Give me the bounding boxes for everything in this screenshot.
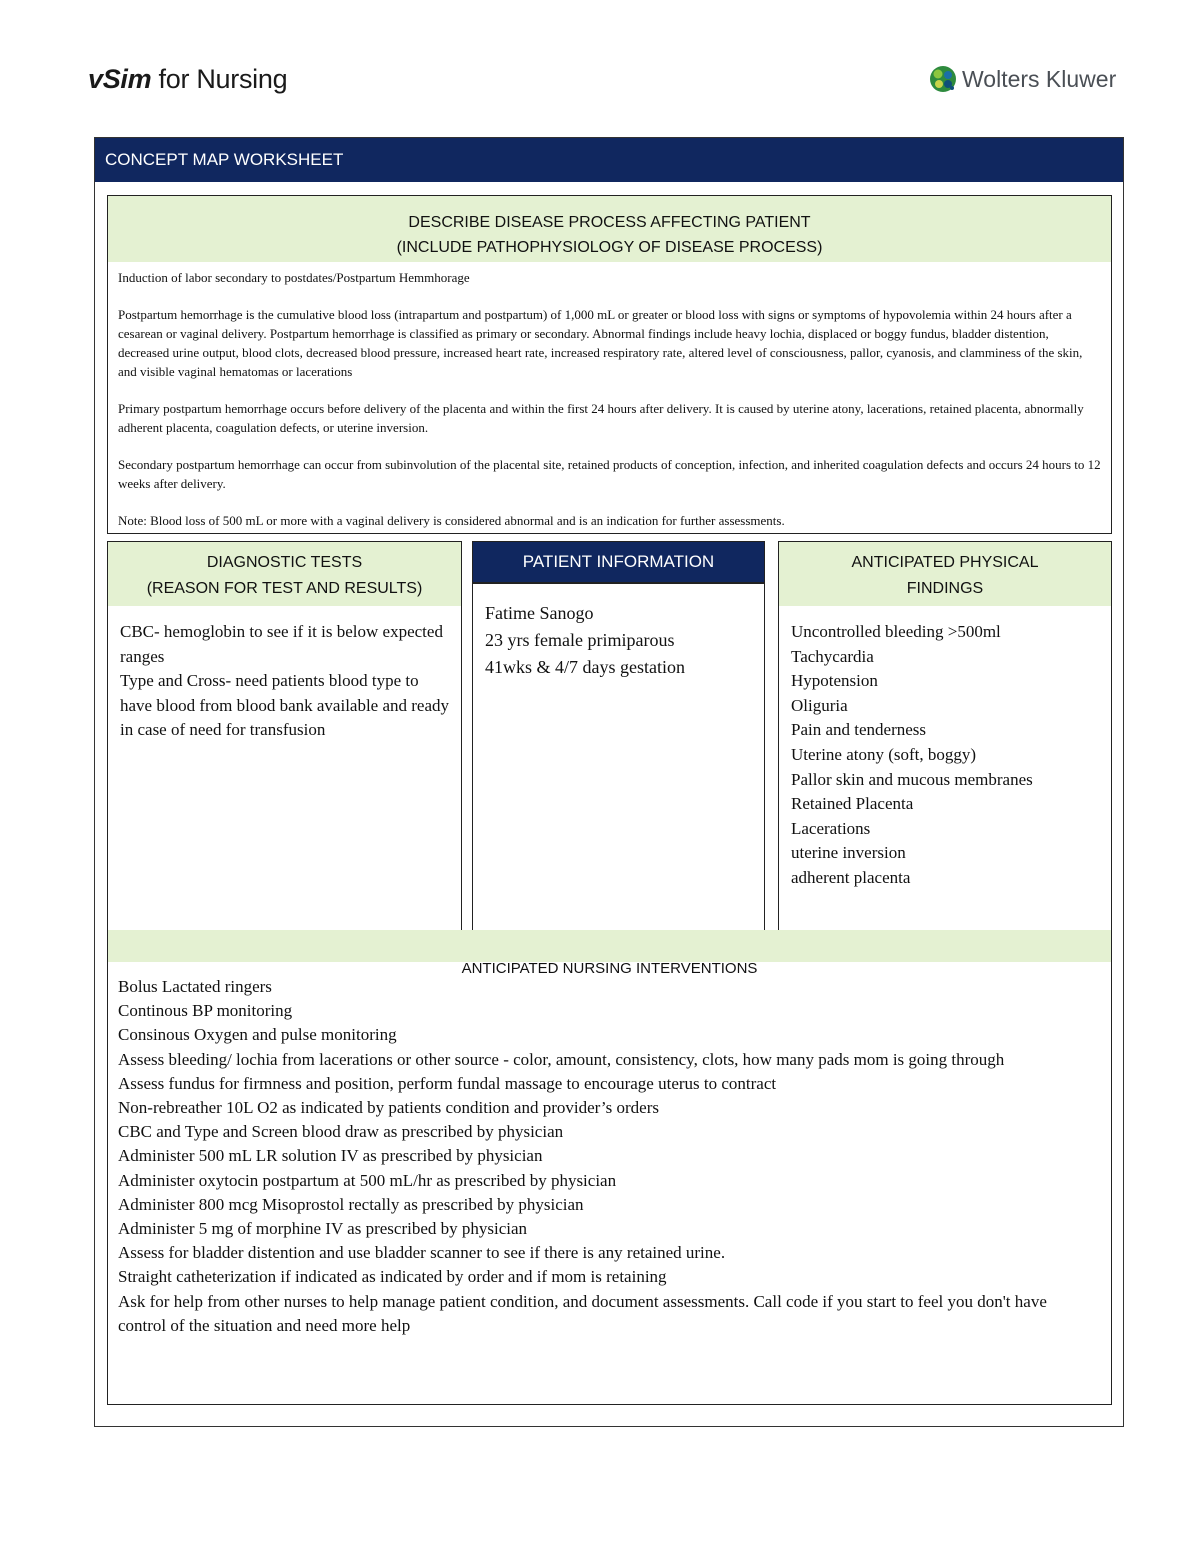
vsim-logo [88, 64, 287, 95]
diagnostic-text: Type and Cross- need patients blood type to have blood from blood bank available and ready in case of need for transfusion [120, 671, 450, 740]
patient-gestation: 41wks & 4/7 days gestation [485, 657, 685, 677]
list-item: adherent placenta [791, 867, 911, 887]
physical-heading [779, 542, 1111, 606]
diagnostic-body [108, 606, 461, 743]
patient-body [473, 582, 764, 681]
list-item: Pain and tenderness [791, 720, 927, 740]
disease-paragraph: Note: Blood loss of 500 mL or more with a vaginal delivery is considered abnormal and is an indication for further assessments. [118, 513, 785, 528]
patient-heading: PATIENT INFORMATION [473, 542, 764, 582]
disease-paragraph: Primary postpartum hemorrhage occurs before delivery of the placenta and within the first 24 hours after delivery. It is caused by uterine atony, lacerations, retained placenta, abnormally adherent placenta, coagulation defects, or uterine inversion. [118, 401, 1084, 435]
physical-heading-line2: FINDINGS [906, 580, 984, 597]
disease-summary: Induction of labor secondary to postdates/Postpartum Hemmhorage [118, 270, 470, 285]
interventions-list [108, 975, 1111, 1338]
list-item: Tachycardia [791, 646, 874, 666]
nursing-interventions-section [107, 930, 1112, 1405]
patient-name: Fatime Sanogo [485, 603, 594, 623]
list-item: Continous BP monitoring [118, 1001, 293, 1021]
disease-heading-line2: (INCLUDE PATHOPHYSIOLOGY OF DISEASE PROCESS) [396, 239, 823, 256]
physical-findings-section [778, 541, 1112, 931]
list-item: Administer oxytocin postpartum at 500 mL/hr as prescribed by physician [118, 1170, 617, 1190]
list-item: Pallor skin and mucous membranes [791, 769, 1033, 789]
interventions-band [108, 930, 1111, 962]
disease-paragraph: Postpartum hemorrhage is the cumulative blood loss (intrapartum and postpartum) of 1,000 mL or greater or blood loss with signs or symptoms of hypovolemia within 24 hours after a cesarean or vaginal delivery. Postpartum hemorrhage is classified as primary or secondary. Abnormal findings include heavy lochia, displaced or boggy fundus, bladder distention, decreased urine output, blood clots, decreased blood pressure, increased heart rate, increased respiratory rate, altered level of consciousness, pallor, cyanosis, and clamminess of the skin, and visible vaginal hematomas or lacerations [118, 307, 1083, 379]
list-item: Oliguria [791, 695, 848, 715]
list-item: Bolus Lactated ringers [118, 977, 272, 996]
list-item: Administer 5 mg of morphine IV as prescribed by physician [118, 1219, 528, 1239]
disease-heading [108, 196, 1111, 262]
list-item: Consinous Oxygen and pulse monitoring [118, 1025, 397, 1045]
list-item: Hypotension [791, 671, 878, 691]
publisher-name: Wolters Kluwer [962, 65, 1117, 92]
interventions-heading: ANTICIPATED NURSING INTERVENTIONS [461, 960, 758, 977]
disease-body [108, 262, 1111, 530]
globe-icon [928, 64, 958, 94]
diagnostic-heading-line1: DIAGNOSTIC TESTS [206, 554, 363, 571]
list-item: Non-rebreather 10L O2 as indicated by patients condition and provider’s orders [118, 1098, 660, 1118]
brand-rest: for Nursing [151, 64, 288, 94]
physical-list [779, 606, 1111, 891]
patient-information-section [472, 541, 765, 931]
list-item: Ask for help from other nurses to help manage patient condition, and document assessments. Call code if you start to feel you don't have control of the situation and need more help [118, 1291, 1047, 1335]
diagnostic-tests-section [107, 541, 462, 931]
list-item: Assess fundus for firmness and position, perform fundal massage to encourage uterus to contract [118, 1073, 777, 1093]
publisher-logo [928, 62, 1116, 96]
patient-details: 23 yrs female primiparous [485, 630, 675, 650]
disease-process-section [107, 195, 1112, 534]
list-item: Uncontrolled bleeding >500ml [791, 622, 1001, 641]
list-item: uterine inversion [791, 843, 906, 863]
disease-paragraph: Secondary postpartum hemorrhage can occur from subinvolution of the placental site, retained products of conception, infection, and inherited coagulation defects and occurs 24 hours to 12 weeks after delivery. [118, 457, 1101, 491]
list-item: Straight catheterization if indicated as indicated by order and if mom is retaining [118, 1267, 667, 1287]
list-item: Retained Placenta [791, 794, 914, 814]
list-item: Administer 500 mL LR solution IV as prescribed by physician [118, 1146, 543, 1166]
physical-heading-line1: ANTICIPATED PHYSICAL [851, 554, 1039, 571]
disease-heading-line1: DESCRIBE DISEASE PROCESS AFFECTING PATIENT [408, 214, 811, 231]
list-item: Lacerations [791, 818, 871, 838]
brand-bold: vSim [88, 64, 152, 94]
diagnostic-text: CBC- hemoglobin to see if it is below expected ranges [120, 622, 443, 666]
list-item: Assess bleeding/ lochia from lacerations or other source - color, amount, consistency, clots, how many pads mom is going through [118, 1049, 1005, 1069]
diagnostic-heading [108, 542, 461, 606]
list-item: Assess for bladder distention and use bladder scanner to see if there is any retained urine. [118, 1243, 726, 1263]
worksheet-title: CONCEPT MAP WORKSHEET [95, 138, 1123, 182]
list-item: CBC and Type and Screen blood draw as prescribed by physician [118, 1122, 564, 1142]
diagnostic-heading-line2: (REASON FOR TEST AND RESULTS) [146, 580, 423, 597]
list-item: Uterine atony (soft, boggy) [791, 744, 977, 764]
list-item: Administer 800 mcg Misoprostol rectally as prescribed by physician [118, 1194, 584, 1214]
